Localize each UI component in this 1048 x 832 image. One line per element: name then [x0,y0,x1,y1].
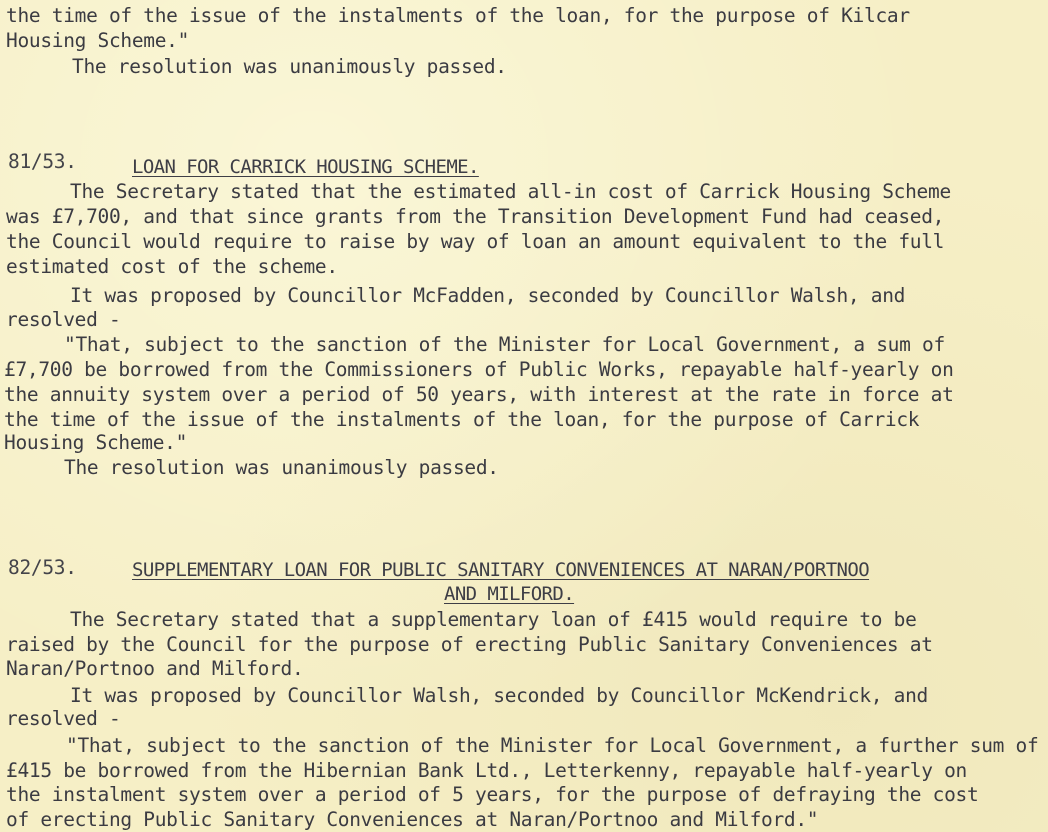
section-heading: SUPPLEMENTARY LOAN FOR PUBLIC SANITARY CONVENIENCES AT NARAN/PORTNOO [132,559,870,581]
body-line: Housing Scheme." [6,29,190,52]
resolution-line: the annuity system over a period of 50 years, with interest at the rate in force at [4,383,954,406]
resolution-line: "That, subject to the sanction of the Minister for Local Government, a sum of [64,333,945,356]
body-line: was £7,700, and that since grants from the Transition Development Fund had ceased, [6,205,945,228]
minute-number: 82/53. [8,556,77,579]
resolution-line: "That, subject to the sanction of the Minister for Local Government, a further sum of [66,734,1039,757]
body-line: It was proposed by Councillor Walsh, seconded by Councillor McKendrick, and [70,684,929,707]
resolution-line: £415 be borrowed from the Hibernian Bank Ltd., Letterkenny, repayable half-yearly on [6,759,967,782]
body-line: the Council would require to raise by way of loan an amount equivalent to the full [6,230,945,253]
resolution-line: Housing Scheme." [4,431,188,454]
closing-line: The resolution was unanimously passed. [72,55,507,78]
resolution-line: the instalment system over a period of 5 years, for the purpose of defraying the cost [6,783,979,806]
section-heading: LOAN FOR CARRICK HOUSING SCHEME. [132,156,479,178]
body-line: resolved - [6,308,121,331]
resolution-line: the time of the issue of the instalments of the loan, for the purpose of Carrick [4,408,920,431]
body-line: resolved - [6,707,121,730]
resolution-line: £7,700 be borrowed from the Commissioners of Public Works, repayable half-yearly on [4,358,954,381]
body-line: The Secretary stated that the estimated all-in cost of Carrick Housing Scheme [70,180,951,203]
body-line: Naran/Portnoo and Milford. [6,657,304,680]
minute-number: 81/53. [8,150,77,173]
section-heading-continued: AND MILFORD. [444,583,575,605]
resolution-line: of erecting Public Sanitary Conveniences at Naran/Portnoo and Milford." [6,808,819,831]
body-line: raised by the Council for the purpose of erecting Public Sanitary Conveniences at [6,633,933,656]
body-line: The Secretary stated that a supplementary loan of £415 would require to be [70,608,917,631]
body-line: estimated cost of the scheme. [6,255,338,278]
closing-line: The resolution was unanimously passed. [64,456,499,479]
body-line: the time of the issue of the instalments of the loan, for the purpose of Kilcar [6,4,910,27]
body-line: It was proposed by Councillor McFadden, seconded by Councillor Walsh, and [70,284,906,307]
